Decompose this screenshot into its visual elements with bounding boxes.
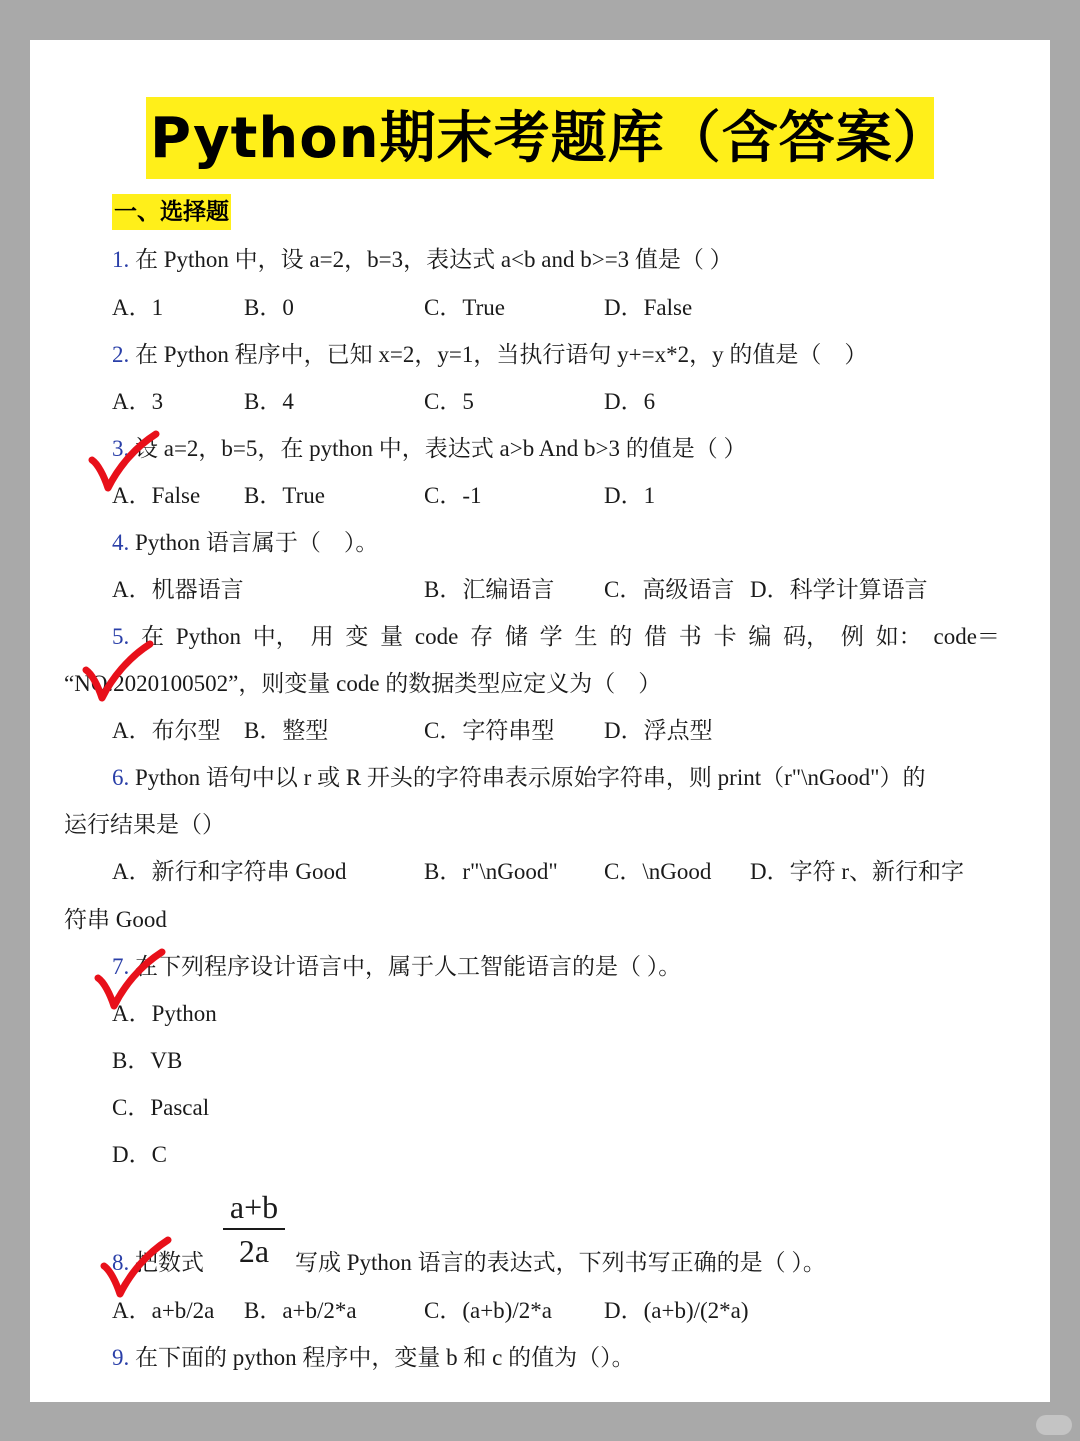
option-c: C．高级语言	[604, 577, 735, 602]
stem-word: 如：	[875, 624, 922, 649]
option-b: B．0	[244, 295, 294, 320]
option-c: C．-1	[424, 483, 482, 508]
stem-word: 的	[609, 624, 633, 649]
option-a: A．False	[112, 483, 201, 508]
question-stem: 在下列程序设计语言中，属于人工智能语言的是（ ）。	[135, 954, 682, 979]
question-6-continued: 运行结果是（）	[64, 812, 225, 837]
option-b: B．r"\nGood"	[424, 859, 558, 884]
stem-word: 储	[504, 624, 528, 649]
question-stem: 在下面的 python 程序中，变量 b 和 c 的值为（）。	[135, 1345, 635, 1370]
question-9	[112, 1343, 635, 1373]
option-c: C．5	[424, 389, 474, 414]
question-6	[112, 763, 926, 793]
fraction-numerator: a+b	[229, 1189, 279, 1225]
options-8	[112, 1296, 1012, 1326]
question-5-continued: “NO.2020100502”，则变量 code 的数据类型应定义为（ ）	[64, 671, 662, 696]
question-stem: Python 语句中以 r 或 R 开头的字符串表示原始字符串，则 print（r"\nGood"）的	[135, 765, 926, 790]
stem-word: 编	[748, 624, 772, 649]
option-d: D．字符 r、新行和字	[750, 859, 965, 884]
section-heading: 一、选择题	[112, 194, 231, 230]
option-d: D．1	[604, 483, 656, 508]
option-b: B．a+b/2*a	[244, 1298, 357, 1323]
question-number: 7.	[112, 954, 130, 979]
option-c: C．True	[424, 295, 505, 320]
option-a: A．Python	[112, 1001, 217, 1026]
question-stem: Python 语言属于（ ）。	[135, 530, 379, 555]
option-b: B．True	[244, 483, 325, 508]
stem-word: 书	[678, 624, 702, 649]
options-3	[112, 481, 1012, 511]
stem-word: 生	[574, 624, 598, 649]
options-5	[112, 716, 1012, 746]
option-b: B．整型	[244, 718, 329, 743]
option-a: A．新行和字符串 Good	[112, 859, 347, 884]
page-title: Python期末考题库（含答案）	[150, 106, 950, 171]
question-number: 9.	[112, 1345, 130, 1370]
stem-word: 量	[380, 624, 404, 649]
question-number: 3.	[112, 436, 130, 461]
stem-word: 中，	[252, 624, 299, 649]
stem-word: 学	[539, 624, 563, 649]
question-stem: 在 Python 中，设 a=2，b=3，表达式 a<b and b>=3 值是（ ）	[135, 247, 733, 272]
options-2	[112, 387, 1012, 417]
watermark-badge	[1036, 1415, 1072, 1435]
option-b: B．VB	[112, 1048, 183, 1073]
option-b: B．4	[244, 389, 294, 414]
question-number: 8.	[112, 1250, 130, 1275]
question-1	[112, 245, 733, 275]
stem-word: 存	[470, 624, 494, 649]
stem-word: 码，	[783, 624, 830, 649]
option-a: A．a+b/2a	[112, 1298, 215, 1323]
option-d: D．(a+b)/(2*a)	[604, 1298, 749, 1323]
math-fraction	[223, 1188, 285, 1270]
question-7	[112, 952, 681, 982]
question-stem: 设 a=2，b=5，在 python 中，表达式 a>b And b>3 的值是（ ）	[135, 436, 747, 461]
option-d: D．6	[604, 389, 656, 414]
question-5	[112, 622, 1000, 652]
option-d: D．False	[604, 295, 693, 320]
option-c: C．字符串型	[424, 718, 555, 743]
question-8	[112, 1248, 204, 1278]
option-d: D．科学计算语言	[750, 577, 928, 602]
question-number: 5.	[112, 624, 130, 649]
question-stem: 在 Python 程序中，已知 x=2，y=1，当执行语句 y+=x*2，y 的值是（ ）	[135, 342, 868, 367]
question-number: 6.	[112, 765, 130, 790]
fraction-denominator: 2a	[238, 1233, 270, 1269]
stem-word: code	[414, 624, 459, 649]
question-number: 2.	[112, 342, 130, 367]
option-c: C．\nGood	[604, 859, 712, 884]
option-c: C．(a+b)/2*a	[424, 1298, 552, 1323]
fraction-bar	[223, 1228, 285, 1230]
stem-word: 变	[345, 624, 369, 649]
option-b: B．汇编语言	[424, 577, 555, 602]
question-stem-post: 写成 Python 语言的表达式，下列书写正确的是（ ）。	[295, 1250, 826, 1275]
option-d-continued: 符串 Good	[64, 907, 167, 932]
option-d: D．浮点型	[604, 718, 713, 743]
options-1	[112, 293, 1012, 323]
stem-word: 例	[840, 624, 864, 649]
option-d: D．C	[112, 1142, 167, 1167]
question-stem-pre: 把数式	[135, 1250, 204, 1275]
stem-word: 在	[141, 624, 165, 649]
option-c: C．Pascal	[112, 1095, 210, 1120]
question-4	[112, 528, 378, 558]
stem-word: Python	[175, 624, 241, 649]
option-a: A．布尔型	[112, 718, 221, 743]
option-a: A．机器语言	[112, 577, 244, 602]
option-a: A．1	[112, 295, 164, 320]
question-number: 4.	[112, 530, 130, 555]
stem-word: 借	[644, 624, 668, 649]
options-6	[112, 857, 1012, 887]
stem-word: code＝	[933, 624, 1000, 649]
question-number: 1.	[112, 247, 130, 272]
question-2	[112, 340, 867, 370]
options-4	[112, 575, 1012, 605]
question-3	[112, 434, 747, 464]
exam-page	[30, 40, 1050, 1402]
stem-word: 用	[310, 624, 334, 649]
option-a: A．3	[112, 389, 164, 414]
stem-word: 卡	[713, 624, 737, 649]
